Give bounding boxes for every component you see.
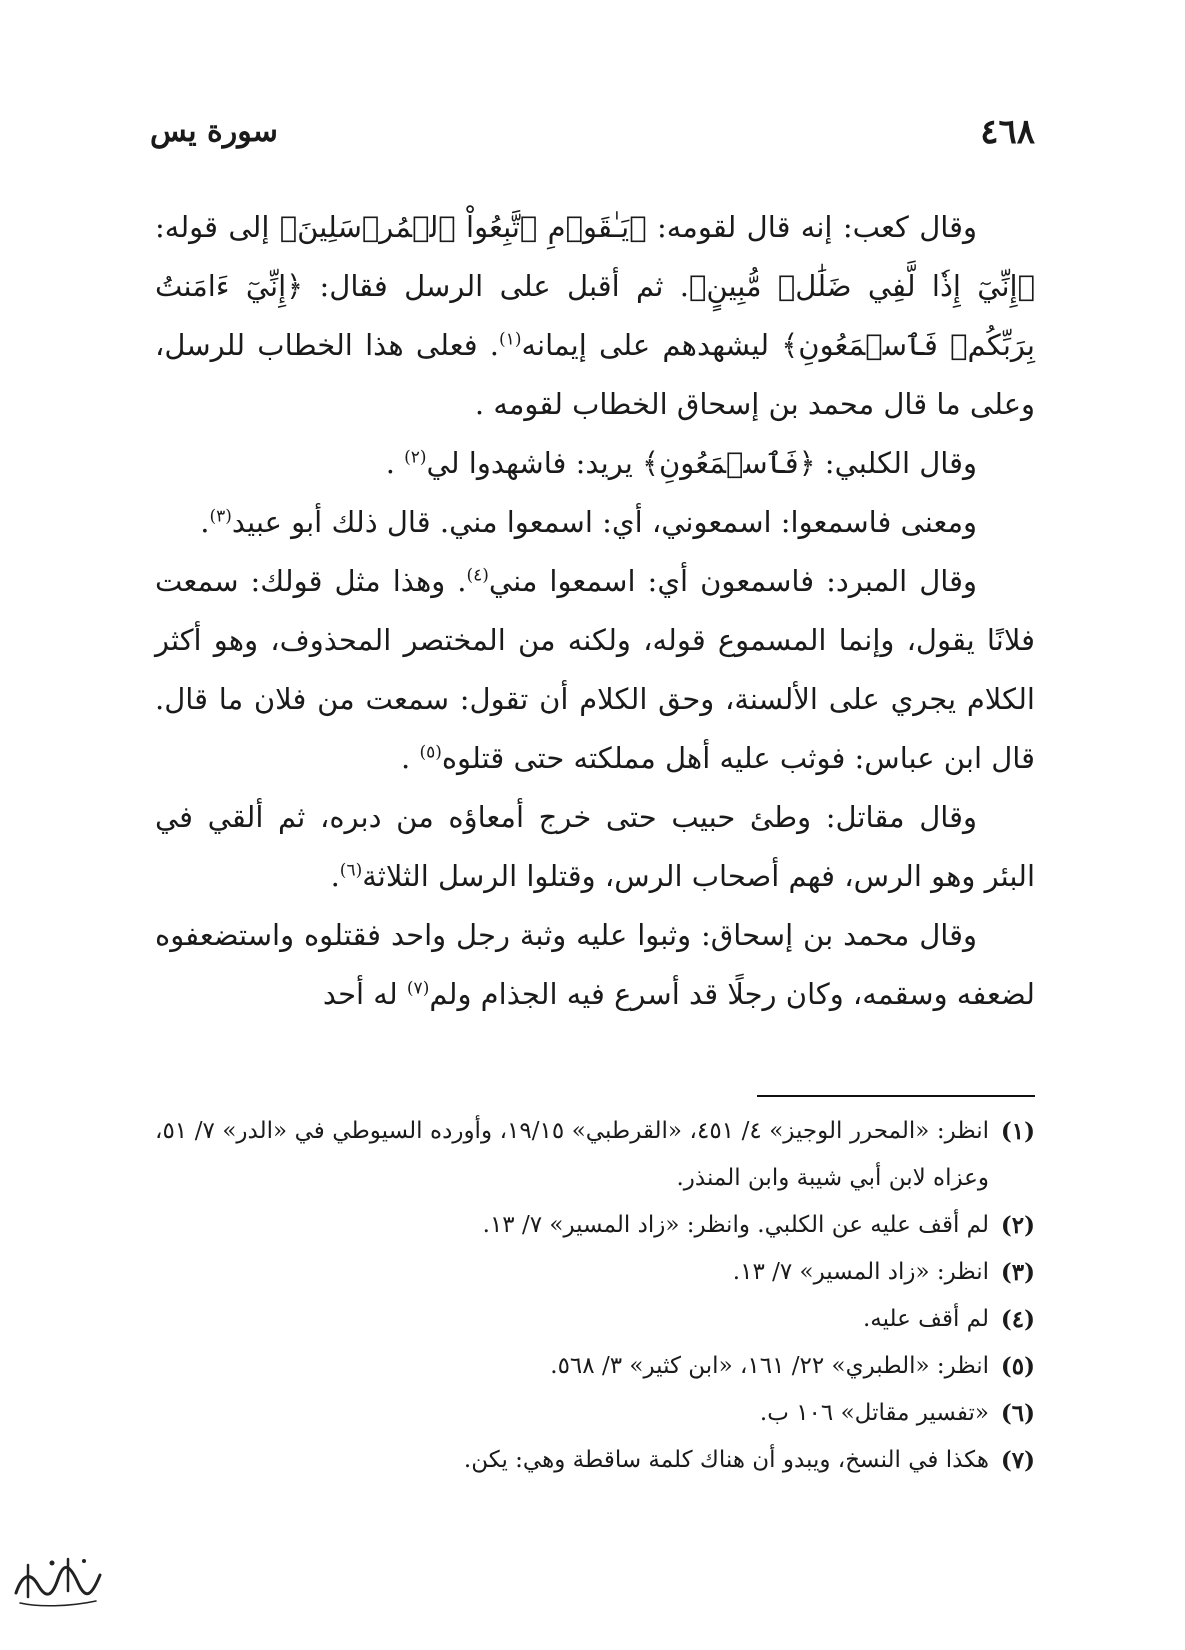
paragraph-mubarrad	[155, 552, 1035, 788]
text-run: .	[200, 505, 210, 539]
footnotes-section	[155, 1108, 1035, 1484]
footnote-text: انظر: «زاد المسير» ٧/ ١٣.	[732, 1259, 989, 1285]
footnote-reference[interactable]: (٦)	[339, 860, 363, 881]
footnote-divider	[757, 1095, 1035, 1097]
paragraph-ibn-ishaq	[155, 906, 1035, 1024]
footnote-number: (٢)	[1000, 1212, 1035, 1239]
text-run: وقال المبرد: فاسمعون أي: اسمعوا مني	[488, 564, 977, 598]
footnote-number: (٧)	[1000, 1447, 1035, 1474]
quran-quote: ﴿فَٱسۡمَعُونِ﴾	[642, 446, 816, 480]
footnote-item	[155, 1296, 1035, 1343]
text-run: ليشهدهم على إيمانه	[521, 328, 782, 362]
text-run: .	[385, 446, 405, 480]
footnote-number: (٦)	[1000, 1400, 1035, 1427]
page-number: ٤٦٨	[980, 112, 1035, 152]
footnote-item	[155, 1390, 1035, 1437]
text-run: . ثم أقبل على الرسل فقال:	[303, 269, 690, 303]
quran-quote: ﴿يَـٰقَوۡمِ ٱتَّبِعُواْ ٱلۡمُرۡسَلِينَ﴾	[279, 210, 647, 244]
surah-title: سورة يس	[150, 114, 278, 149]
footnote-item	[155, 1202, 1035, 1249]
footnote-reference[interactable]: (١)	[499, 329, 522, 350]
text-run: وقال محمد بن إسحاق: وثبوا عليه وثبة رجل واحد فقتلوه واستضعفوه لضعفه وسقمه، وكان رجلًا قد أسرع فيه الجذام ولم	[155, 918, 1035, 1011]
text-run: وقال مقاتل: وطئ حبيب حتى خرج أمعاؤه من دبره، ثم ألقي في البئر وهو الرس، فهم أصحاب الرس، وقتلوا الرسل الثلاثة	[155, 800, 1035, 893]
footnote-number: (٣)	[1000, 1259, 1035, 1286]
main-text	[155, 198, 1035, 1024]
paragraph-kaab	[155, 198, 1035, 434]
footnote-reference[interactable]: (٣)	[209, 506, 232, 527]
text-run: ومعنى فاسمعوا: اسمعوني، أي: اسمعوا مني. قال ذلك أبو عبيد	[231, 505, 977, 539]
footnote-number: (٤)	[1000, 1306, 1035, 1333]
text-run: إلى قوله:	[155, 210, 280, 244]
footnote-text: انظر: «المحرر الوجيز» ٤/ ٤٥١، «القرطبي» ١٩/١٥، وأورده السيوطي في «الدر» ٧/ ٥١، وعزاه لابن أبي شيبة وابن المنذر.	[155, 1118, 989, 1191]
text-run: له أحد	[322, 977, 407, 1011]
footnote-item	[155, 1343, 1035, 1390]
footnote-text: هكذا في النسخ، ويبدو أن هناك كلمة ساقطة وهي: يكن.	[463, 1447, 989, 1473]
footnote-number: (٥)	[1000, 1353, 1035, 1380]
footnote-number: (١)	[1000, 1118, 1035, 1145]
text-run: وقال كعب: إنه قال لقومه:	[646, 210, 977, 244]
page-header	[150, 112, 1035, 162]
calligraphy-logo-icon	[8, 1545, 108, 1615]
footnote-text: لم أقف عليه.	[862, 1306, 989, 1332]
text-run: .	[401, 741, 420, 775]
text-run: . فعلى هذا الخطاب للرسل، وعلى ما قال محمد بن إسحاق الخطاب لقومه .	[155, 328, 1035, 421]
footnote-reference[interactable]: (٤)	[466, 565, 489, 586]
footnote-text: لم أقف عليه عن الكلبي. وانظر: «زاد المسير» ٧/ ١٣.	[482, 1212, 989, 1238]
paragraph-meaning	[155, 493, 1035, 552]
text-run: .	[330, 859, 340, 893]
footnote-reference[interactable]: (٥)	[419, 742, 442, 763]
paragraph-muqatil	[155, 788, 1035, 906]
paragraph-kalbi	[155, 434, 1035, 493]
footnote-text: انظر: «الطبري» ٢٢/ ١٦١، «ابن كثير» ٣/ ٥٦٨.	[550, 1353, 989, 1379]
footnote-item	[155, 1108, 1035, 1202]
footnote-item	[155, 1437, 1035, 1484]
quran-quote: ﴿إِنِّيٓ إِذٗا لَّفِي ضَلَٰلٖ مُّبِينٍ﴾	[689, 269, 1036, 303]
text-run: . وهذا مثل قولك: سمعت فلانًا يقول، وإنما المسموع قوله، ولكنه من المختصر المحذوف، وهو أكثر الكلام يجري على الألسنة، وحق الكلام أن تقول: سمعت من فلان ما قال. قال ابن عباس: فوثب عليه أهل مملكته حتى قتلوه	[155, 564, 1035, 775]
text-run: وقال الكلبي:	[815, 446, 977, 480]
footnote-reference[interactable]: (٢)	[404, 447, 427, 468]
footnote-text: «تفسير مقاتل» ١٠٦ ب.	[759, 1400, 989, 1426]
footnote-reference[interactable]: (٧)	[406, 978, 430, 999]
quran-quote: ﴿إِنِّيٓ ءَامَنتُ بِرَبِّكُمۡ فَٱسۡمَعُونِ﴾	[155, 269, 1035, 362]
footnote-item	[155, 1249, 1035, 1296]
text-run: يريد: فاشهدوا لي	[426, 446, 642, 480]
